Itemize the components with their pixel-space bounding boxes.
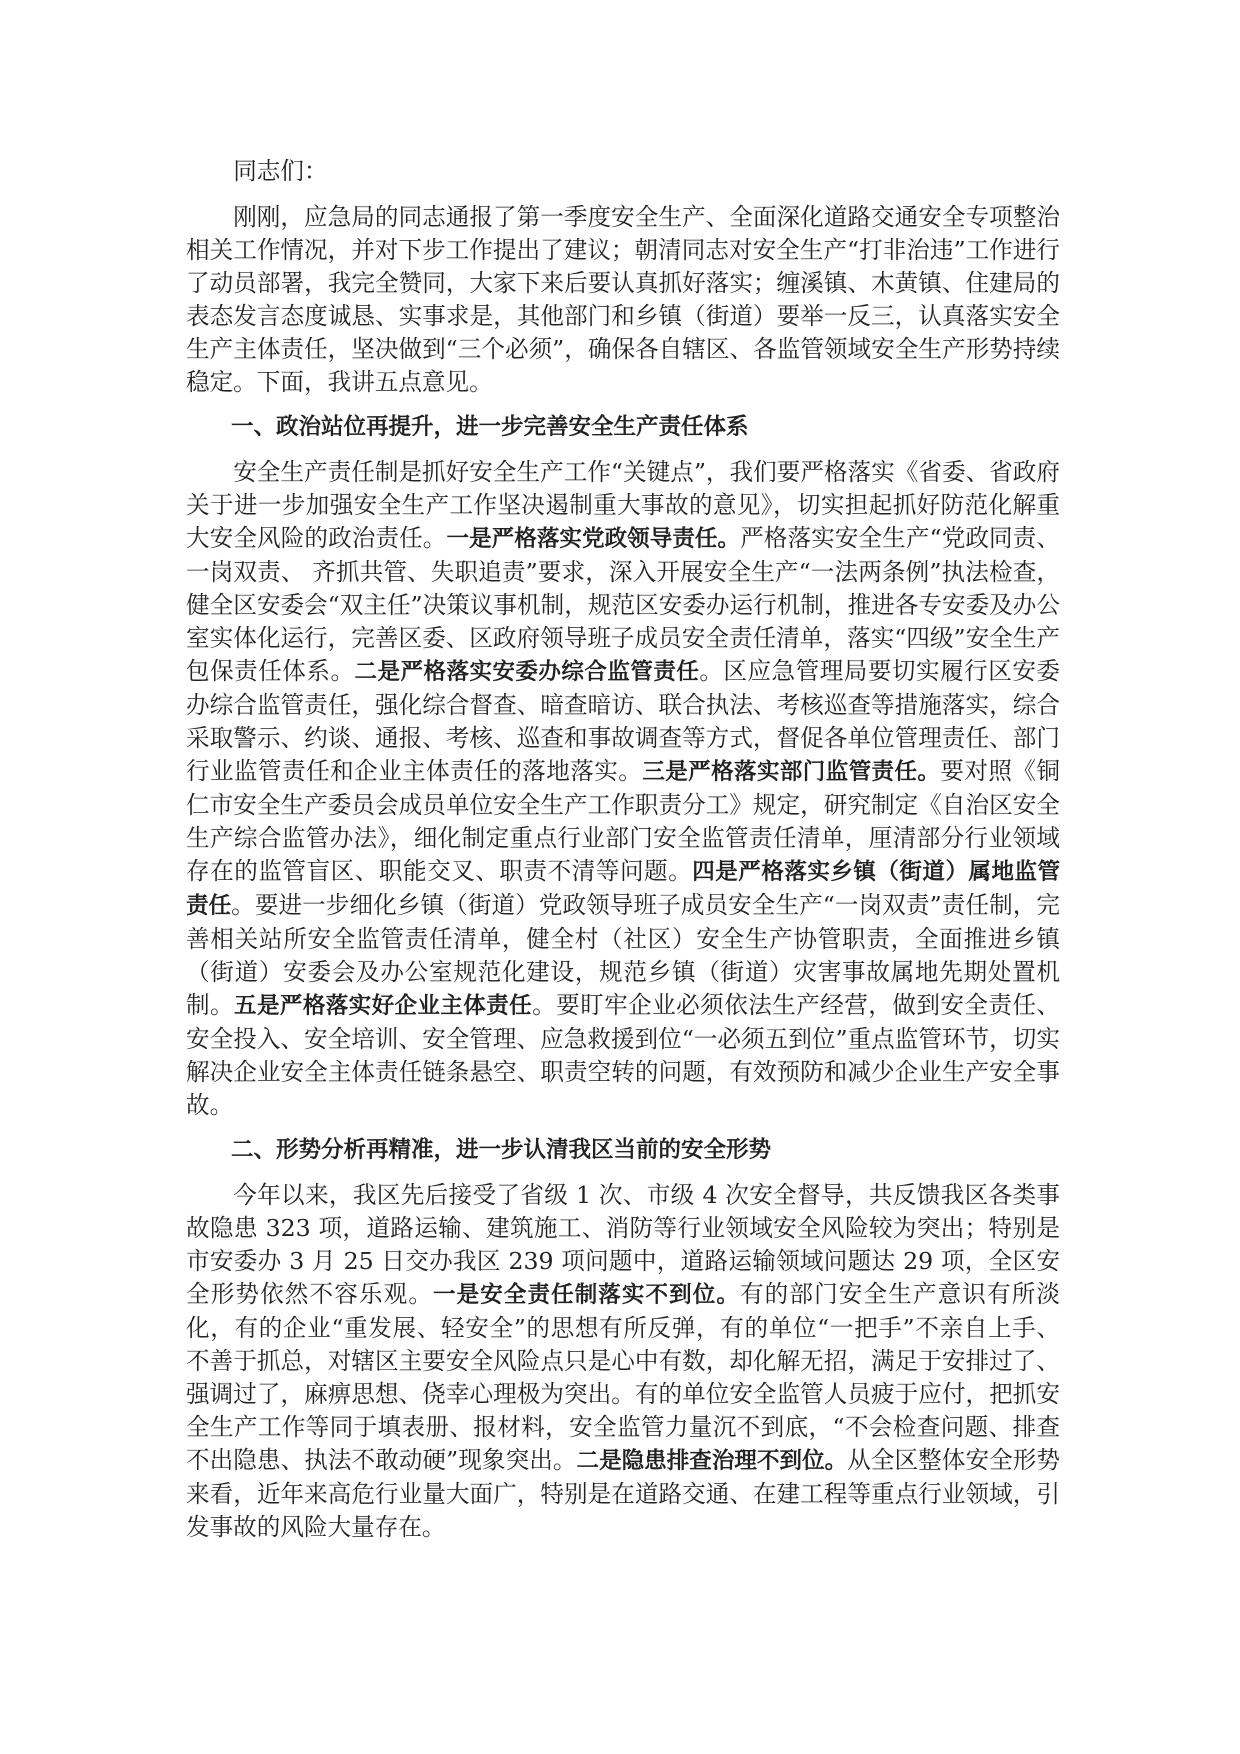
bold-point-2: 二是严格落实安委办综合监管责任 — [354, 659, 700, 685]
bold-point-1: 一是安全责任制落实不到位。 — [433, 1282, 740, 1308]
text-segment: 。要盯牢企业必须依法生产经营，做到安全责任、安全投入、安全培训、安全管理、应急救援到位“一必须五到位”重点监管环节，切实解决企业安全主体责任链条悬空、职责空转的问题，有效预防和减少企业生产安全事故。 — [186, 991, 1061, 1119]
text-segment: 今年以来，我区先后接受了省级 1 次、市级 4 次安全督导，共反馈我区各类事故隐患 323 项，道路运输、建筑施工、消防等行业领域安全风险较为突出；特别是市安委办 3 月 25 日交办我区 239 项问题中，道路运输领域问题达 29 项，全区安全形势依然不容乐观。 — [186, 1181, 1060, 1308]
text-segment: 从全区整体安全形势来看，近年来高危行业量大面广，特别是在道路交通、在建工程等重点行业领域，引发事故的风险大量存在。 — [186, 1446, 1060, 1541]
text-segment: 。要进一步细化乡镇（街道）党政领导班子成员安全生产“一岗双责”责任制，完善相关站所安全监管责任清单，健全村（社区）安全生产协管职责，全面推进乡镇（街道）安委会及办公室规范化建设，规范乡镇（街道）灾害事故属地先期处置机制。 — [186, 891, 1060, 1019]
intro-paragraph: 刚刚，应急局的同志通报了第一季度安全生产、全面深化道路交通安全专项整治相关工作情况，并对下步工作提出了建议；朝清同志对安全生产“打非治违”工作进行了动员部署，我完全赞同，大家下来后要认真抓好落实；缠溪镇、木黄镇、住建局的表态发言态度诚恳、实事求是，其他部门和乡镇（街道）要举一反三，认真落实安全生产主体责任，坚决做到“三个必须”，确保各自辖区、各监管领域安全生产形势持续稳定。下面，我讲五点意见。 — [186, 203, 1060, 396]
bold-point-4: 四是严格落实乡镇（街道）属地监管责任 — [186, 859, 1060, 919]
bold-point-3: 三是严格落实部门监管责任。 — [642, 759, 941, 785]
bold-point-1: 一是严格落实党政领导责任。 — [446, 526, 741, 552]
section-2-heading: 二、形势分析再精准，进一步认清我区当前的安全形势 — [231, 1137, 772, 1163]
document-page — [186, 155, 1060, 1556]
bold-point-2: 二是隐患排查治理不到位。 — [576, 1448, 848, 1474]
section-2-paragraph — [186, 1179, 1060, 1544]
section-1-paragraph — [186, 456, 1060, 1122]
text-segment: 安全生产责任制是抓好安全生产工作“关键点”，我们要严格落实《省委、省政府关于进一步加强安全生产工作坚决遏制重大事故的意见》，切实担起抓好防范化解重大安全风险的政治责任。 — [186, 458, 1060, 552]
text-segment: 。区应急管理局要切实履行区安委办综合监管责任，强化综合督查、暗查暗访、联合执法、考核巡查等措施落实，综合采取警示、约谈、通报、考核、巡查和事故调查等方式，督促各单位管理责任、部门行业监管责任和企业主体责任的落地落实。 — [186, 657, 1060, 785]
greeting: 同志们： — [233, 157, 328, 185]
section-1-heading: 一、政治站位再提升，进一步完善安全生产责任体系 — [231, 414, 749, 440]
text-segment: 要对照《铜仁市安全生产委员会成员单位安全生产工作职责分工》规定，研究制定《自治区安全生产综合监管办法》，细化制定重点行业部门安全监管责任清单，厘清部分行业领域存在的监管盲区、职能交叉、职责不清等问题。 — [186, 757, 1061, 885]
text-segment: 有的部门安全生产意识有所淡化，有的企业“重发展、轻安全”的思想有所反弹，有的单位“一把手”不亲自上手、不善于抓总，对辖区主要安全风险点只是心中有数，却化解无招，满足于安排过了、强调过了，麻痹思想、侥幸心理极为突出。有的单位安全监管人员疲于应付，把抓安全生产工作等同于填表册、报材料，安全监管力量沉不到底，“不会检查问题、排查不出隐患、执法不敢动硬”现象突出。 — [186, 1280, 1060, 1474]
bold-point-5: 五是严格落实好企业主体责任 — [234, 993, 533, 1019]
text-segment: 严格落实安全生产“党政同责、一岗双责、 齐抓共管、失职追责”要求，深入开展安全生产“一法两条例”执法检查，健全区安委会“双主任”决策议事机制，规范区安委办运行机制，推进各专安委及办公室实体化运行，完善区委、区政府领导班子成员安全责任清单，落实“四级”安全生产包保责任体系。 — [186, 524, 1061, 685]
